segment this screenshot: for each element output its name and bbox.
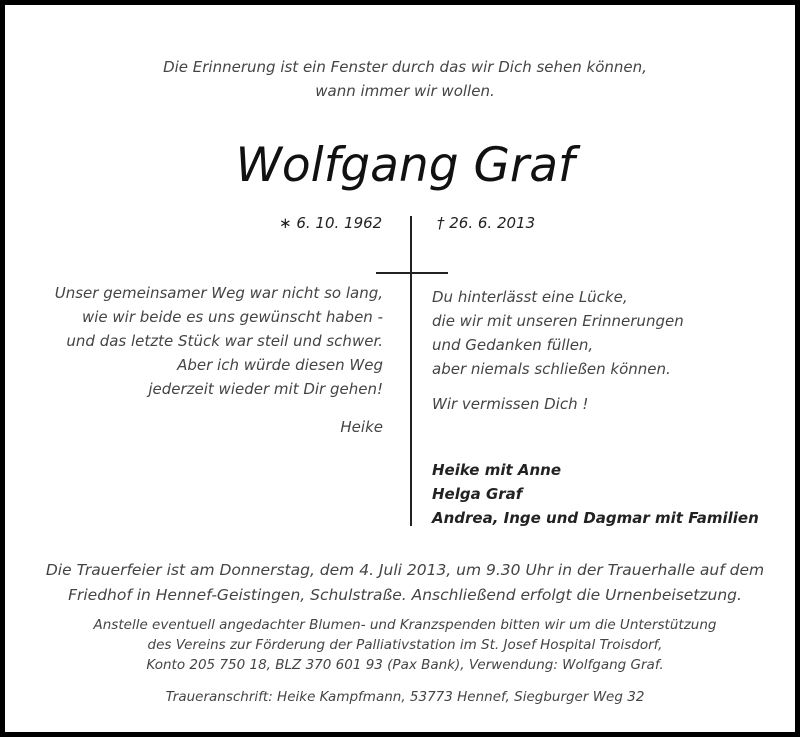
condolence-address: Traueranschrift: Heike Kampfmann, 53773 Hennef, Siegburger Weg 32 bbox=[165, 689, 645, 705]
funeral-ceremony-info bbox=[5, 558, 800, 608]
ceremony-line-2: Friedhof in Hennef-Geistingen, Schulstraße. Anschließend erfolgt die Urnenbeisetzung. bbox=[68, 586, 742, 604]
left-poem-line: wie wir beide es uns gewünscht haben - bbox=[81, 308, 383, 326]
right-poem-line: die wir mit unseren Erinnerungen bbox=[432, 312, 684, 330]
right-poem-line: und Gedanken füllen, bbox=[432, 336, 594, 354]
right-poem-line: Du hinterlässt eine Lücke, bbox=[432, 288, 628, 306]
motto bbox=[5, 55, 800, 103]
left-poem-line: und das letzte Stück war steil und schwer. bbox=[66, 332, 383, 350]
left-poem-line: jederzeit wieder mit Dir gehen! bbox=[148, 380, 383, 398]
left-poem-line: Unser gemeinsamer Weg war nicht so lang, bbox=[54, 284, 383, 302]
cross-vertical-bar bbox=[410, 216, 412, 526]
cross-horizontal-bar bbox=[376, 272, 448, 274]
donation-line-1: Anstelle eventuell angedachter Blumen- und Kranzspenden bitten wir um die Unterstützung bbox=[93, 617, 717, 633]
right-poem-line: aber niemals schließen können. bbox=[432, 360, 671, 378]
ceremony-line-1: Die Trauerfeier ist am Donnerstag, dem 4. Juli 2013, um 9.30 Uhr in der Trauerhalle auf dem bbox=[45, 561, 765, 579]
donation-line-2: des Vereins zur Förderung der Palliativstation im St. Josef Hospital Troisdorf, bbox=[147, 637, 663, 653]
motto-line-2: wann immer wir wollen. bbox=[315, 82, 495, 100]
right-poem-closing: Wir vermissen Dich ! bbox=[432, 395, 589, 413]
left-poem-line: Aber ich würde diesen Weg bbox=[177, 356, 383, 374]
mourners-list bbox=[432, 458, 759, 530]
left-poem-signature: Heike bbox=[340, 418, 383, 436]
donation-line-3: Konto 205 750 18, BLZ 370 601 93 (Pax Bank), Verwendung: Wolfgang Graf. bbox=[146, 657, 664, 673]
donation-request bbox=[5, 615, 800, 675]
deceased-name: Wolfgang Graf bbox=[235, 138, 575, 193]
mourner-name: Heike mit Anne bbox=[432, 461, 562, 479]
birth-date: ∗ 6. 10. 1962 bbox=[279, 214, 383, 232]
mourner-name: Andrea, Inge und Dagmar mit Familien bbox=[432, 509, 759, 527]
death-date: † 26. 6. 2013 bbox=[437, 214, 536, 232]
left-poem bbox=[3, 281, 383, 401]
mourner-name: Helga Graf bbox=[432, 485, 523, 503]
right-poem bbox=[432, 285, 792, 381]
motto-line-1: Die Erinnerung ist ein Fenster durch das wir Dich sehen können, bbox=[163, 58, 647, 76]
